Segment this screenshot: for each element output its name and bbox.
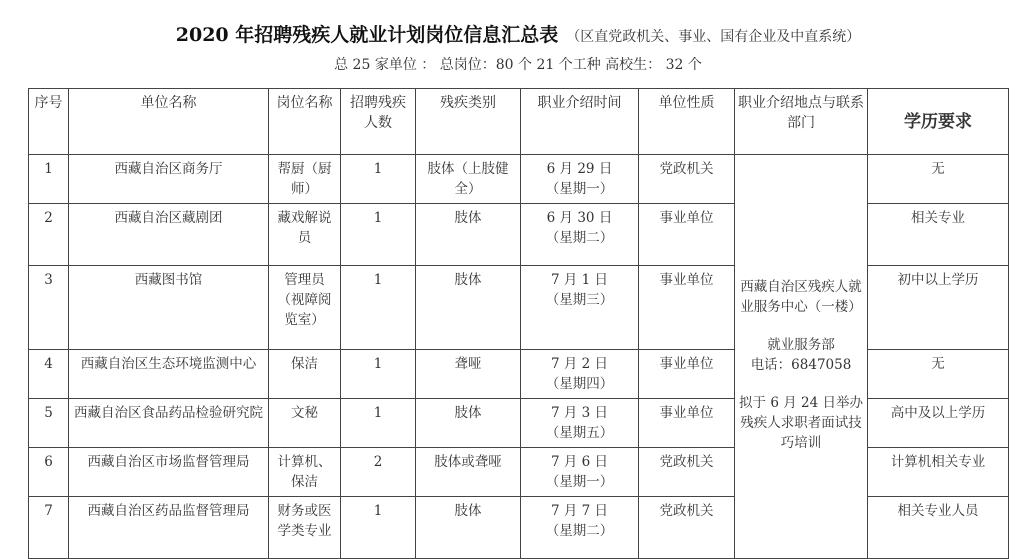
row-date-weekday: （星期五） <box>545 425 614 441</box>
row-date-day: 7 月 7 日 <box>550 503 609 519</box>
row-count: 1 <box>341 204 416 266</box>
row-date-weekday: （星期四） <box>545 376 614 392</box>
row-count: 1 <box>341 350 416 399</box>
row-unit: 西藏自治区藏剧团 <box>69 204 269 266</box>
row-post: 计算机、保洁 <box>269 448 341 497</box>
row-no: 3 <box>29 266 69 350</box>
row-post: 文秘 <box>269 399 341 448</box>
row-date <box>521 350 639 399</box>
row-unit: 西藏自治区生态环境监测中心 <box>69 350 269 399</box>
row-date-day: 7 月 1 日 <box>550 272 609 288</box>
row-post: 保洁 <box>269 350 341 399</box>
row-date-day: 7 月 3 日 <box>550 405 609 421</box>
col-header-nature: 单位性质 <box>639 89 735 155</box>
row-unit: 西藏自治区药品监督管理局 <box>69 497 269 559</box>
row-date-weekday: （星期一） <box>545 474 614 490</box>
row-no: 4 <box>29 350 69 399</box>
row-no: 7 <box>29 497 69 559</box>
row-date-day: 7 月 2 日 <box>550 356 609 372</box>
row-nature: 事业单位 <box>639 350 735 399</box>
col-header-post: 岗位名称 <box>269 89 341 155</box>
table-header-row <box>29 89 1009 155</box>
row-date <box>521 399 639 448</box>
row-date-weekday: （星期二） <box>545 523 614 539</box>
row-date <box>521 155 639 204</box>
contact-dept-phone <box>738 335 864 375</box>
row-date <box>521 448 639 497</box>
row-count: 1 <box>341 399 416 448</box>
row-nature: 党政机关 <box>639 448 735 497</box>
row-category: 肢体 <box>416 266 521 350</box>
row-nature: 事业单位 <box>639 399 735 448</box>
row-edu: 无 <box>868 155 1009 204</box>
row-category: 肢体 <box>416 399 521 448</box>
row-unit: 西藏自治区市场监督管理局 <box>69 448 269 497</box>
row-date-day: 7 月 6 日 <box>550 454 609 470</box>
contact-org: 西藏自治区残疾人就业服务中心（一楼） <box>740 278 862 315</box>
row-edu: 无 <box>868 350 1009 399</box>
row-date-weekday: （星期一） <box>545 181 614 197</box>
summary-line: 总 25 家单位 ： 总岗位：80 个 21 个工种 高校生： 32 个 <box>334 57 702 73</box>
row-category: 肢体 <box>416 497 521 559</box>
row-no: 1 <box>29 155 69 204</box>
row-date <box>521 497 639 559</box>
row-count: 1 <box>341 497 416 559</box>
row-date-weekday: （星期三） <box>545 292 614 308</box>
positions-table <box>28 88 1009 559</box>
col-header-category: 残疾类别 <box>416 89 521 155</box>
row-no: 6 <box>29 448 69 497</box>
row-post: 藏戏解说员 <box>269 204 341 266</box>
row-count: 1 <box>341 155 416 204</box>
row-date-day: 6 月 30 日 <box>546 210 613 226</box>
row-edu: 高中及以上学历 <box>868 399 1009 448</box>
col-header-count: 招聘残疾人数 <box>341 89 416 155</box>
row-unit: 西藏自治区商务厅 <box>69 155 269 204</box>
row-edu: 相关专业 <box>868 204 1009 266</box>
col-header-no: 序号 <box>29 89 69 155</box>
row-post: 管理员（视障阅览室） <box>269 266 341 350</box>
title-line <box>0 20 1036 47</box>
row-unit: 西藏图书馆 <box>69 266 269 350</box>
table-row <box>29 155 1009 204</box>
col-header-date: 职业介绍时间 <box>521 89 639 155</box>
row-category: 肢体或聋哑 <box>416 448 521 497</box>
row-category: 肢体（上肢健全） <box>416 155 521 204</box>
row-nature: 党政机关 <box>639 155 735 204</box>
contact-dept: 就业服务部 <box>767 336 835 353</box>
col-header-edu: 学历要求 <box>868 89 1009 155</box>
col-header-contact: 职业介绍地点与联系部门 <box>735 89 868 155</box>
row-count: 2 <box>341 448 416 497</box>
row-count: 1 <box>341 266 416 350</box>
row-no: 2 <box>29 204 69 266</box>
row-date-day: 6 月 29 日 <box>546 161 613 177</box>
row-post: 财务或医学类专业 <box>269 497 341 559</box>
row-category: 肢体 <box>416 204 521 266</box>
page-subtitle: （区直党政机关、事业、国有企业及中直系统） <box>566 29 861 45</box>
row-nature: 事业单位 <box>639 204 735 266</box>
row-no: 5 <box>29 399 69 448</box>
contact-training: 拟于 6 月 24 日举办残疾人求职者面试技巧培训 <box>739 394 863 451</box>
row-edu: 计算机相关专业 <box>868 448 1009 497</box>
row-nature: 事业单位 <box>639 266 735 350</box>
row-unit: 西藏自治区食品药品检验研究院 <box>69 399 269 448</box>
row-category: 聋哑 <box>416 350 521 399</box>
row-post: 帮厨（厨师） <box>269 155 341 204</box>
page-title: 2020 年招聘残疾人就业计划岗位信息汇总表 <box>175 24 559 46</box>
row-date <box>521 266 639 350</box>
row-edu: 相关专业人员 <box>868 497 1009 559</box>
row-nature: 党政机关 <box>639 497 735 559</box>
row-date <box>521 204 639 266</box>
contact-phone: 电话：6847058 <box>750 356 852 373</box>
contact-cell <box>735 155 868 559</box>
row-date-weekday: （星期二） <box>545 230 614 246</box>
row-edu: 初中以上学历 <box>868 266 1009 350</box>
col-header-unit: 单位名称 <box>69 89 269 155</box>
